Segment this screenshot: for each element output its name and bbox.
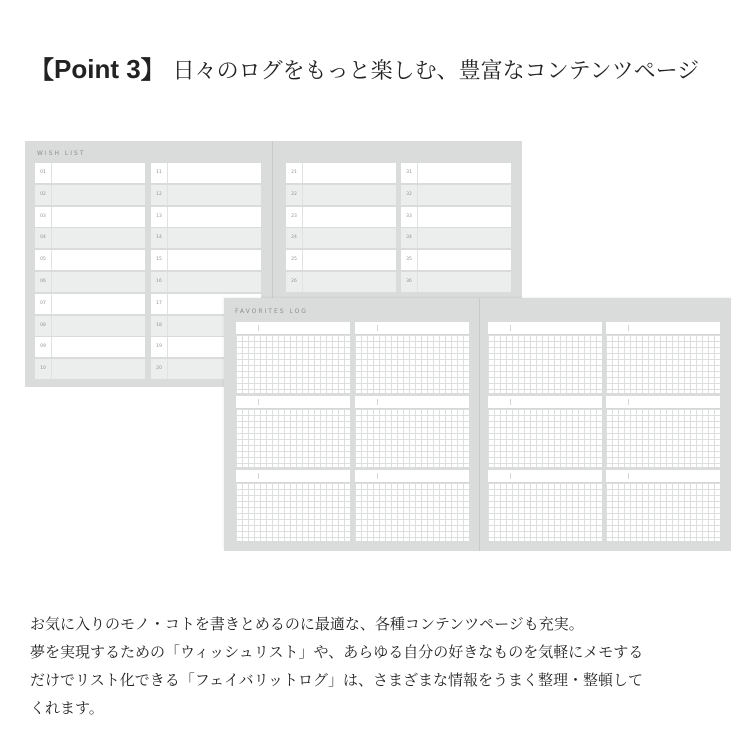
wish-list-row [35,163,145,183]
wish-list-row [401,185,511,205]
wish-list-row-number: 04 [35,228,52,248]
wish-list-row [151,228,261,248]
wish-list-row [151,207,261,227]
wish-list-row [151,250,261,270]
wish-list-row [151,185,261,205]
wish-list-row-number: 07 [35,294,52,314]
favorite-log-card [236,322,350,393]
favorite-log-card-grid [236,335,350,393]
wish-column-3 [286,163,396,294]
wish-list-row [401,250,511,270]
wish-list-row [286,207,396,227]
wish-list-row [35,316,145,336]
wish-list-row-number: 36 [401,272,418,292]
wish-list-row [35,272,145,292]
wish-list-title: WISH LIST [37,150,86,157]
favorite-log-card-grid [606,409,720,467]
favorite-log-card-grid [236,409,350,467]
wish-list-row-number: 35 [401,250,418,270]
wish-list-row-number: 05 [35,250,52,270]
favorite-log-card [488,470,602,541]
favorite-log-card-grid [606,483,720,541]
wish-list-row-number: 19 [151,337,168,357]
wish-list-row-number: 31 [401,163,418,183]
wish-list-row-number: 11 [151,163,168,183]
wish-list-row-number: 26 [286,272,303,292]
favorite-log-card-grid [355,335,469,393]
wish-list-row-number: 03 [35,207,52,227]
favorite-log-card-header [355,322,469,335]
wish-list-row-number: 06 [35,272,52,292]
wish-list-row-number: 14 [151,228,168,248]
favorite-log-card-header [488,396,602,409]
wish-list-row-number: 17 [151,294,168,314]
wish-list-row [35,337,145,357]
wish-list-row-number: 01 [35,163,52,183]
wish-list-row [401,272,511,292]
favorite-log-card-header [236,470,350,483]
favorite-log-card-header [606,470,720,483]
favorites-log-spread [224,298,731,551]
description-line: くれます。 [30,699,104,717]
wish-list-row-number: 34 [401,228,418,248]
wish-list-row [286,272,396,292]
wish-column-1 [35,163,145,381]
favorite-log-card-grid [355,409,469,467]
favorite-log-card [488,322,602,393]
favorite-log-card-grid [488,483,602,541]
favorite-log-card-header [606,396,720,409]
headline-title: 日々のログをもっと楽しむ、豊富なコンテンツページ [172,59,700,84]
favorite-log-card-header [488,322,602,335]
wish-list-row-number: 32 [401,185,418,205]
wish-list-row-number: 09 [35,337,52,357]
wish-list-row-number: 16 [151,272,168,292]
wish-list-row [151,163,261,183]
wish-list-row [35,185,145,205]
bracket-close: 】 [140,56,165,84]
favorite-log-card-grid [488,409,602,467]
wish-list-row [151,272,261,292]
favorite-log-card-grid [355,483,469,541]
wish-list-row-number: 08 [35,316,52,336]
point-label: Point 3 [54,54,141,84]
wish-list-row [401,207,511,227]
wish-list-row [286,228,396,248]
favorite-log-card [606,396,720,467]
wish-list-row-number: 18 [151,316,168,336]
wish-list-row-number: 13 [151,207,168,227]
favorite-log-card [606,322,720,393]
favorite-log-card [355,470,469,541]
favorite-log-card [236,470,350,541]
favorite-log-card-grid [606,335,720,393]
favorite-log-card-header [355,396,469,409]
favorite-log-card [236,396,350,467]
favorite-log-card-header [488,470,602,483]
wish-list-row-number: 20 [151,359,168,379]
description-line: お気に入りのモノ・コトを書きとめるのに最適な、各種コンテンツページも充実。 [30,615,584,633]
wish-list-row [401,228,511,248]
wish-list-row [35,207,145,227]
wish-list-row-number: 21 [286,163,303,183]
favorite-log-card-header [236,322,350,335]
description-line: だけでリスト化できる「フェイバリットログ」は、さまざまな情報をうまく整理・整頓して [30,671,644,689]
favorite-log-card [488,396,602,467]
description-line: 夢を実現するための「ウィッシュリスト」や、あらゆる自分の好きなものを気軽にメモする [30,643,644,661]
favorite-log-card-grid [488,335,602,393]
favorite-log-card-header [355,470,469,483]
wish-list-row-number: 23 [286,207,303,227]
wish-list-row [35,294,145,314]
wish-list-row [35,228,145,248]
favorites-log-title: FAVORITES LOG [235,308,308,315]
wish-list-row-number: 02 [35,185,52,205]
wish-list-row-number: 10 [35,359,52,379]
headline [30,50,730,86]
wish-list-row [286,163,396,183]
description [30,610,730,722]
spread-fold [479,298,480,551]
wish-list-row [286,185,396,205]
wish-list-row-number: 24 [286,228,303,248]
favorite-log-card-grid [236,483,350,541]
wish-list-row-number: 22 [286,185,303,205]
bracket-open: 【 [30,56,54,84]
wish-list-row-number: 25 [286,250,303,270]
favorite-log-card-header [606,322,720,335]
wish-column-4 [401,163,511,294]
wish-list-row [35,250,145,270]
wish-list-row [401,163,511,183]
favorite-log-card [355,396,469,467]
wish-list-row-number: 33 [401,207,418,227]
favorite-log-card [355,322,469,393]
favorite-log-card [606,470,720,541]
wish-list-row-number: 12 [151,185,168,205]
wish-list-row [35,359,145,379]
wish-list-row-number: 15 [151,250,168,270]
favorite-log-card-header [236,396,350,409]
wish-list-row [286,250,396,270]
